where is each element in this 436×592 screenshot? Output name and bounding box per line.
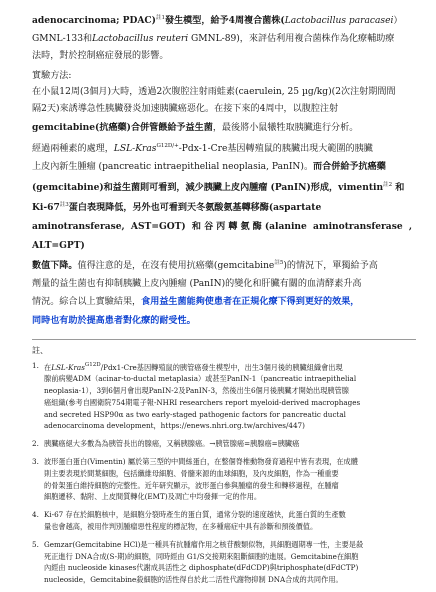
notes-label: 註、 <box>32 345 48 355</box>
method-line-11: 情況。綜合以上實驗結果，食用益生菌能夠使患者在正規化療下得到更好的效果， <box>32 296 360 308</box>
highlight-conclusion-2: 同時也有助於提高患者對化療的耐受性。 <box>32 314 196 326</box>
method-line-3: gemcitabine(抗癌藥)合併管餵給予益生菌，最後將小鼠犧牲取胰臟進行分析。 <box>32 121 359 133</box>
footnote-marker-1: 註1 <box>155 15 165 21</box>
method-line-1: 在小鼠12周(3個月)大時，透過2次腹腔注射雨蛙素(caerulein, 25 µg/kg)(2次注射期間間 <box>32 86 396 97</box>
note-1: 1. 在LSL-Kras$^{G12D}$/Pdx1-Cre基因轉殖鼠的胰管癌發生模型中，出生3個月後的胰臟組織會出現 腺前病變ADM（acinar-to-ductal metaplasia）或甚至PanIN-1（pancreatic intraepithelial neoplasia-1），3到6個月會出現PanIN-2及PanIN-3，然後出生6個月後胰臟才開始出現胰管腺 癌組織(參考自國衛院754期電子報-NHRI researchers report myeloid-derived macrophages and secreted HSP90α as two early-staged pathogenic factors for pancreatic ductal adenocarcinoma development，https://enews.nhri.org.tw/archives/447) <box>32 360 361 431</box>
note-4: 4. Ki-67 存在於細胞核中，是細胞分裂時產生的蛋白質，通常分裂的速度越快，此蛋白質的生產數 量也會越高，被用作判別腫瘤惡性程度的標記物，在多種癌症中具有診斷和預後價值。 <box>32 510 346 532</box>
method-line-12 <box>32 312 412 331</box>
footnote-marker-5: 註5 <box>274 260 284 267</box>
highlight-conclusion: 食用益生菌能夠使患者在正規化療下得到更好的效果， <box>141 296 360 308</box>
method-line-9: 數值下降。值得注意的是，在沒有使用抗癌藥(gemcitabine$^{註5}$)的情況下，單獨給予高 <box>32 260 378 272</box>
intro-line-2: GMNL-133和Lactobacillus reuteri GMNL-89)，來評估利用複合菌株作為化療輔助療 <box>32 33 395 44</box>
method-line-5: 上皮內新生腫瘤 (pancreatic intraepithelial neoplasia, PanIN)。而合併給予抗癌藥 <box>32 161 386 173</box>
method-line-7: Ki-67$^{註3}$蛋白表現降低，另外也可看到天冬氨酸氨基轉移酶(aspartate <box>32 202 322 214</box>
footnote-marker-2: 註2 <box>383 181 393 188</box>
method-line-8: aminotransferase, AST=GOT) 和谷丙轉氨酶(alanine aminotransferase , ALT=GPT) <box>32 220 412 251</box>
method-line-2: 隔2天)來誘導急性胰臟發炎加速胰臟癌惡化。在接下來的4周中，以腹腔注射 <box>32 104 339 115</box>
method-line-4: 經過兩種素的處理，LSL-Kras$^{G12D/+}$-Pdx-1-Cre基因轉殖鼠的胰臟出現大範圍的胰臟 <box>32 142 373 154</box>
method-line-6: (gemcitabine)和益生菌則可看到，減少胰臟上皮內腫瘤 (PanIN)形成，vimentin$^{註2}$ 和 <box>32 181 405 193</box>
intro-line-3: 法時，對於控制癌症發展的影響。 <box>32 51 169 62</box>
note-5: 5. Gemzar(Gemcitabine HCl)是一種具有抗腫瘤作用之核苷酸類似物，具細胞週期專一性，主要是殺 死正進行 DNA合成(S-期)的細胞，同時經由 G1/S交接期來阻斷細胞的進展。Gemcitabine在細胞 內經由 nucleoside kinases代謝成具活性之 diphosphate(dFdCDP)與triphosphate(dFdCTP) nucleoside，Gemcitabine殺細胞的活性得自於此二活性代謝物抑制 DNA合成的共同作用。 <box>32 539 364 585</box>
note-2: 2. 胰臟癌絕大多數為為胰管長出的腺癌，又稱胰腺癌。→胰管腺癌=胰腺癌=胰臟癌 <box>32 439 300 449</box>
method-heading: 實驗方法: <box>32 70 72 81</box>
intro-line-1: adenocarcinoma; PDAC)$^{註1}$發生模型，給予4周複合菌株(Lactobacillus paracasei） <box>32 15 403 26</box>
document-page <box>32 10 412 592</box>
method-line-10: 劑量的益生菌也有抑制胰臟上皮內腫瘤 (PanIN)的變化和肝臟有關的血清酵素升高 <box>32 278 362 289</box>
note-3: 3. 波形蛋白蛋白(Vimentin) 屬於第三型的中間絲蛋白，在整個脊椎動物發育過程中皆有表現，在成體 則主要表現於間葉細胞，包括纖維母細胞、骨髓來源的血球細胞，及內皮細胞，作為一種重要 的骨架蛋白維持細胞的完整性。近年研究顯示，波形蛋白參與腫瘤的發生和轉移過程，在腫瘤 細胞遷移、黏附、上皮間質轉化(EMT)及凋亡中均發揮一定的作用。 <box>32 457 358 502</box>
footnote-marker-3: 註3 <box>59 202 69 209</box>
footnote-divider <box>32 339 416 340</box>
